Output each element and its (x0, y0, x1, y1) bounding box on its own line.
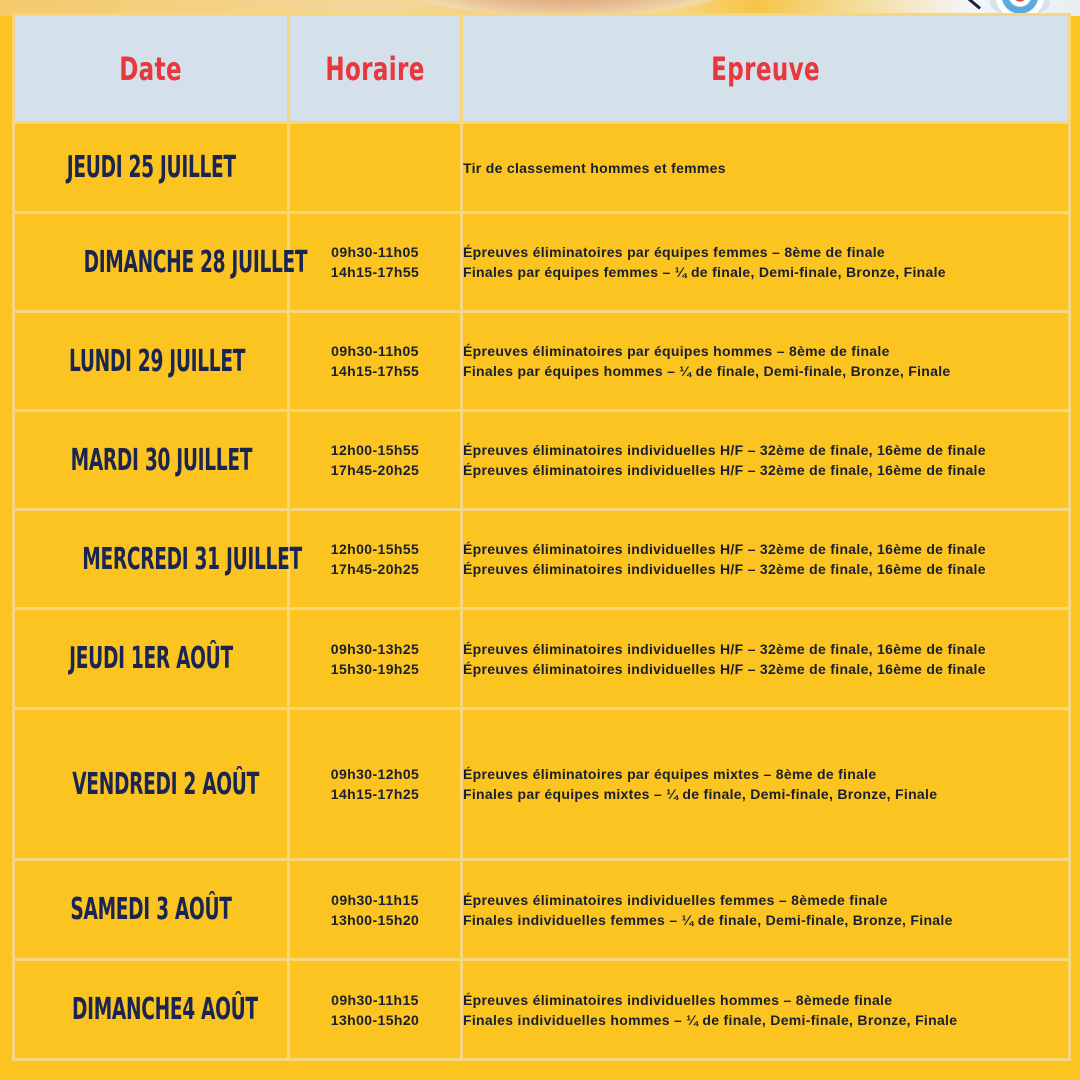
time-slot: 14h15-17h25 (330, 786, 420, 802)
event-line: Finales par équipes femmes – ¼ de finale, Demi-finale, Bronze, Finale (463, 264, 946, 280)
row-date: MERCREDI 31 JUILLET (14, 510, 289, 609)
time-slot: 14h15-17h55 (330, 264, 420, 280)
table-row (14, 709, 1070, 860)
header-epreuve: Epreuve (462, 15, 1070, 123)
event-line: Épreuves éliminatoires individuelles hommes – 8èmede finale (463, 991, 893, 1008)
schedule-table (12, 13, 1071, 1061)
event-line: Finales individuelles hommes – ¼ de finale, Demi-finale, Bronze, Finale (463, 1011, 958, 1028)
time-slot: 09h30-11h05 (331, 343, 419, 359)
row-times (289, 609, 462, 709)
time-slot: 09h30-11h15 (331, 891, 419, 908)
event-line: Tir de classement hommes et femmes (463, 159, 726, 176)
time-slot: 12h00-15h55 (330, 541, 420, 557)
event-line: Finales individuelles femmes – ¼ de finale, Demi-finale, Bronze, Finale (463, 911, 953, 928)
table-row (14, 411, 1070, 510)
row-date: DIMANCHE 28 JUILLET (14, 213, 289, 312)
row-times (289, 213, 462, 312)
time-slot: 09h30-11h15 (331, 991, 419, 1008)
row-times (289, 709, 462, 860)
row-events (462, 960, 1070, 1060)
table-row (14, 312, 1070, 411)
event-line: Épreuves éliminatoires individuelles H/F – 32ème de finale, 16ème de finale (463, 442, 986, 458)
row-date: DIMANCHE4 AOÛT (14, 960, 289, 1060)
event-line: Épreuves éliminatoires par équipes mixtes – 8ème de finale (463, 766, 877, 782)
event-line: Épreuves éliminatoires individuelles femmes – 8èmede finale (463, 891, 888, 908)
time-slot: 17h45-20h25 (330, 561, 420, 577)
row-events (462, 709, 1070, 860)
event-line: Épreuves éliminatoires par équipes hommes – 8ème de finale (463, 343, 890, 359)
time-slot: 09h30-11h05 (331, 244, 419, 260)
row-times (289, 960, 462, 1060)
row-events (462, 123, 1070, 213)
header-row (14, 15, 1070, 123)
row-date: SAMEDI 3 AOÛT (14, 860, 289, 960)
row-events (462, 510, 1070, 609)
row-times (289, 510, 462, 609)
row-events (462, 312, 1070, 411)
table-row (14, 510, 1070, 609)
row-times (289, 860, 462, 960)
table-row (14, 860, 1070, 960)
event-line: Épreuves éliminatoires par équipes femmes – 8ème de finale (463, 244, 886, 260)
time-slot: 13h00-15h20 (330, 911, 420, 928)
header-horaire: Horaire (289, 15, 462, 123)
row-date: VENDREDI 2 AOÛT (14, 709, 289, 860)
row-times (289, 411, 462, 510)
row-times (289, 312, 462, 411)
time-slot: 09h30-13h25 (330, 640, 420, 657)
event-line: Épreuves éliminatoires individuelles H/F – 32ème de finale, 16ème de finale (463, 640, 986, 657)
event-line: Finales par équipes hommes – ¼ de finale, Demi-finale, Bronze, Finale (463, 363, 951, 379)
table-row (14, 123, 1070, 213)
time-slot: 12h00-15h55 (330, 442, 420, 458)
row-events (462, 609, 1070, 709)
event-line: Finales par équipes mixtes – ¼ de finale, Demi-finale, Bronze, Finale (463, 786, 938, 802)
time-slot: 09h30-12h05 (330, 766, 420, 782)
event-line: Épreuves éliminatoires individuelles H/F – 32ème de finale, 16ème de finale (463, 541, 986, 557)
row-events (462, 860, 1070, 960)
time-slot: 15h30-19h25 (330, 660, 420, 677)
time-slot: 17h45-20h25 (330, 462, 420, 478)
row-date: JEUDI 25 JUILLET (14, 123, 289, 213)
table-row (14, 213, 1070, 312)
event-line: Épreuves éliminatoires individuelles H/F – 32ème de finale, 16ème de finale (463, 462, 986, 478)
row-events (462, 411, 1070, 510)
time-slot: 13h00-15h20 (330, 1011, 420, 1028)
event-line: Épreuves éliminatoires individuelles H/F – 32ème de finale, 16ème de finale (463, 561, 986, 577)
row-date: JEUDI 1ER AOÛT (14, 609, 289, 709)
time-slot: 14h15-17h55 (330, 363, 420, 379)
row-date: LUNDI 29 JUILLET (14, 312, 289, 411)
row-times (289, 123, 462, 213)
header-date: Date (14, 15, 289, 123)
row-events (462, 213, 1070, 312)
table-row (14, 609, 1070, 709)
event-line: Épreuves éliminatoires individuelles H/F – 32ème de finale, 16ème de finale (463, 660, 986, 677)
row-date: MARDI 30 JUILLET (14, 411, 289, 510)
table-row (14, 960, 1070, 1060)
